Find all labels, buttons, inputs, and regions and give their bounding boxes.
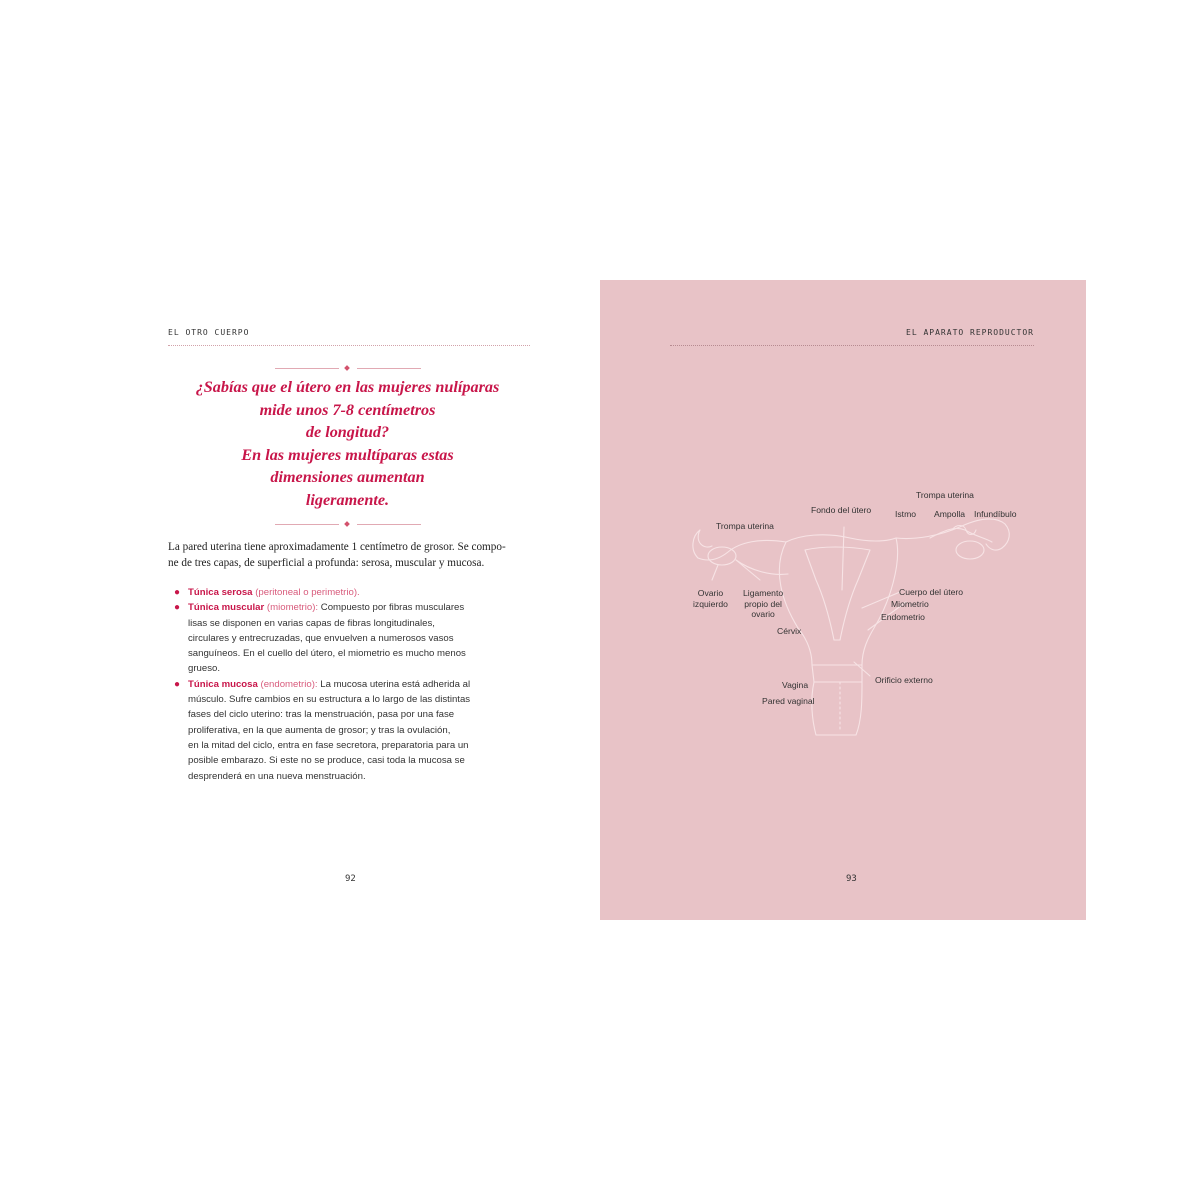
item-line: proliferativa, en la que aumenta de grosor; y tras la ovulación, [188,724,451,736]
pull-quote [145,376,550,512]
quote-line: mide unos 7-8 centímetros [259,400,436,419]
bullet-icon: ● [174,602,181,614]
quote-line: de longitud? [305,423,390,442]
right-ovary [956,541,984,559]
running-head-right: EL APARATO REPRODUCTOR [906,328,1034,337]
label-cervix: Cérvix [777,626,802,636]
label-fondo-utero: Fondo del útero [811,505,872,515]
bullet-icon: ● [174,678,181,690]
bullet-icon: ● [174,587,181,598]
item-line: posible embarazo. Si este no se produce, casi toda la mucosa se [188,755,465,767]
uterus-diagram [600,280,1086,920]
uterus-outline [779,535,897,665]
left-fimbria [693,530,712,558]
gloss: (peritoneal o perimetrio). [252,587,360,598]
label-pared-vaginal: Pared vaginal [762,696,815,706]
page-number-left: 92 [345,874,356,884]
quote-line: En las mujeres multíparas estas [241,445,454,464]
left-page [145,280,600,920]
list-item [174,585,524,600]
item-line: fases del ciclo uterino: tras la menstruación, pasa por una fase [188,709,455,721]
label-miometrio: Miometrio [891,599,929,609]
list-item [174,600,524,676]
quote-line: ligeramente. [305,490,390,509]
gloss: (miometrio): [264,602,319,614]
quote-line: dimensiones aumentan [270,468,425,487]
label-istmo: Istmo [895,509,917,519]
label-line: Ligamento [743,588,784,598]
running-head-left: EL OTRO CUERPO [168,328,250,337]
right-ampulla [930,528,992,542]
uterine-cavity [805,547,870,640]
list-item [174,677,524,784]
intro-line: La pared uterina tiene aproximadamente 1 centímetro de grosor. Se compo- [168,541,506,553]
label-endometrio: Endometrio [881,612,925,622]
gloss: (endometrio): [257,678,318,690]
label-orificio-externo: Orificio externo [875,675,933,685]
label-infundibulo: Infundíbulo [974,509,1017,519]
label-cuerpo-utero: Cuerpo del útero [899,587,964,597]
item-line: sanguíneos. En el cuello del útero, el miometrio es mucho menos [188,648,466,660]
label-trompa-uterina-right: Trompa uterina [916,490,974,500]
right-page [600,280,1086,920]
quote-line: ¿Sabías que el útero en las mujeres nulíparas [195,378,500,396]
item-text: La mucosa uterina está adherida al [317,678,471,690]
ornament-bottom [145,520,600,530]
item-line: grueso. [188,663,220,675]
term: Túnica mucosa [188,678,258,690]
label-ovario-izquierdo [693,588,728,609]
item-line: desprenderá en una nueva menstruación. [188,770,366,782]
label-ampolla: Ampolla [934,509,966,519]
label-ligamento [743,588,783,620]
label-line: Ovario [697,588,724,598]
layers-list [174,585,524,784]
ornament-top [145,364,600,374]
leader-line [712,565,718,580]
item-line: músculo. Sufre cambios en su estructura a lo largo de las distintas [188,694,471,706]
label-line: izquierdo [693,598,728,609]
page-number-right: 93 [846,874,857,884]
term: Túnica muscular [188,602,265,614]
intro-paragraph [168,539,533,571]
label-line: propio del [744,598,782,609]
item-text: Compuesto por fibras musculares [318,602,465,614]
cervix-outline [812,665,862,682]
right-fimbria [986,524,1009,550]
intro-line: ne de tres capas, de superficial a profunda: serosa, muscular y mucosa. [168,557,485,569]
vagina-outline [812,682,862,735]
item-line: en la mitad del ciclo, entra en fase secretora, preparatoria para un [188,739,469,751]
label-trompa-uterina-left: Trompa uterina [716,521,774,531]
item-line: lisas se disponen en varias capas de fibras longitudinales, [188,617,435,629]
header-rule-left [168,345,530,346]
item-line: circulares y entrecruzadas, que envuelven a numerosos vasos [188,632,454,644]
label-line: ovario [751,609,775,619]
term: Túnica serosa [188,587,253,598]
label-vagina: Vagina [782,680,809,690]
